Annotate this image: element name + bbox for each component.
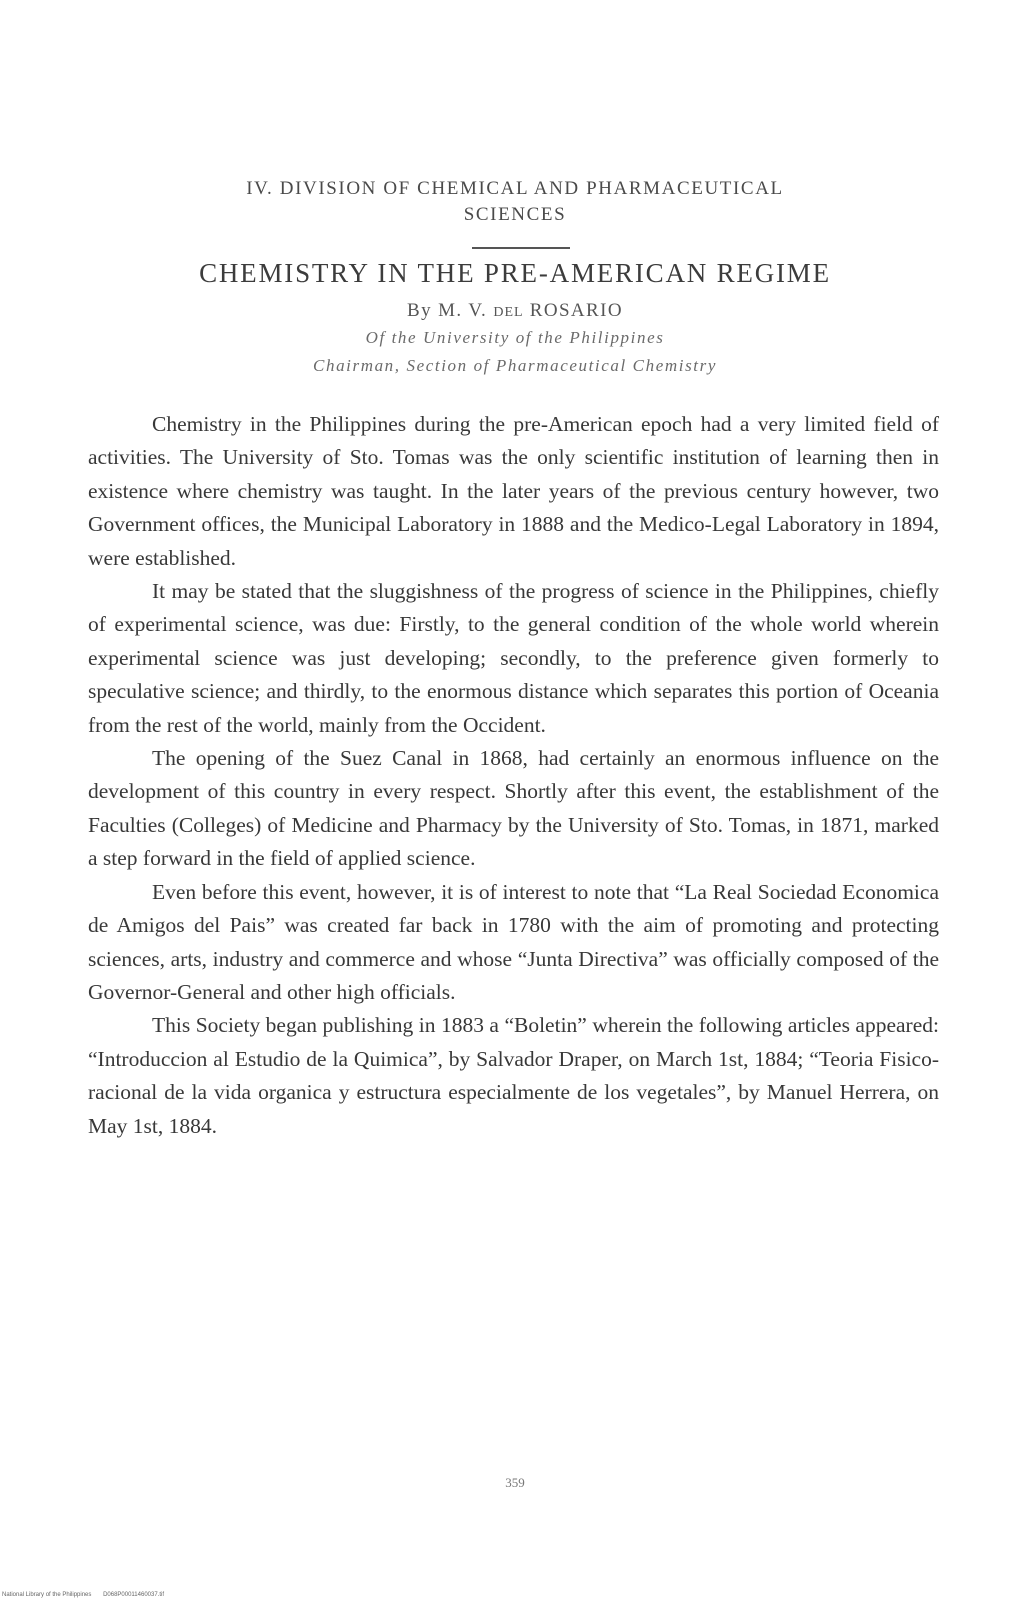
- title-divider: [472, 247, 570, 249]
- page-number: 359: [505, 1475, 525, 1490]
- scan-footer: [2, 1592, 174, 1598]
- footer-identifier: D068P00011460037.tif: [103, 1592, 165, 1598]
- body-paragraph-1: Chemistry in the Philippines during the pre-American epoch had a very limited field of activities. The University of Sto. Tomas was the only scientific institution of learning then in existence where chemistry was taught. In the later years of the previous century however, two Government offices, the Municipal Laboratory in 1888 and the Medico-Legal Laboratory in 1894, were established.: [88, 412, 939, 570]
- author-byline: [100, 300, 930, 322]
- byline-particle: DEL: [493, 305, 524, 320]
- byline-surname: ROSARIO: [529, 300, 623, 321]
- body-paragraph-2: It may be stated that the sluggishness of the progress of science in the Philippines, chiefly of experimental science, was due: Firstly, to the general condition of the whole world wherein experimental science was just developing; secondly, to the preference given formerly to speculative science; and thirdly, to the enormous distance which separates this portion of Oceania from the rest of the world, mainly from the Occident.: [88, 579, 939, 737]
- division-heading-line-2: SCIENCES: [463, 204, 567, 225]
- division-heading: [100, 176, 930, 228]
- byline-prefix: By M. V.: [407, 300, 488, 321]
- article-body: [88, 408, 939, 1143]
- body-paragraph-3: The opening of the Suez Canal in 1868, had certainly an enormous influence on the development of this country in every respect. Shortly after this event, the establishment of the Faculties (Colleges) of Medicine and Pharmacy by the University of Sto. Tomas, in 1871, marked a step forward in the field of applied science.: [88, 746, 939, 871]
- body-paragraph-5: This Society began publishing in 1883 a “Boletin” wherein the following articles appeared: “Introduccion al Estudio de la Quimica”, by Salvador Draper, on March 1st, 1884; “Teoria Fisico-racional de la vida organica y estructura especialmente de los vegetales”, by Manuel Herrera, on May 1st, 1884.: [88, 1013, 939, 1138]
- body-paragraph-4: Even before this event, however, it is of interest to note that “La Real Sociedad Economica de Amigos del Pais” was created far back in 1780 with the aim of promoting and protecting sciences, arts, industry and commerce and whose “Junta Directiva” was officially composed of the Governor-General and other high officials.: [88, 879, 939, 1004]
- division-heading-line-1: IV. DIVISION OF CHEMICAL AND PHARMACEUTICAL: [246, 178, 784, 199]
- footer-library: National Library of the Philippines: [2, 1592, 92, 1598]
- author-affiliation-university: Of the University of the Philippines: [365, 328, 665, 347]
- article-title: CHEMISTRY IN THE PRE-AMERICAN REGIME: [199, 258, 831, 288]
- author-affiliation-section: Chairman, Section of Pharmaceutical Chemistry: [313, 356, 717, 375]
